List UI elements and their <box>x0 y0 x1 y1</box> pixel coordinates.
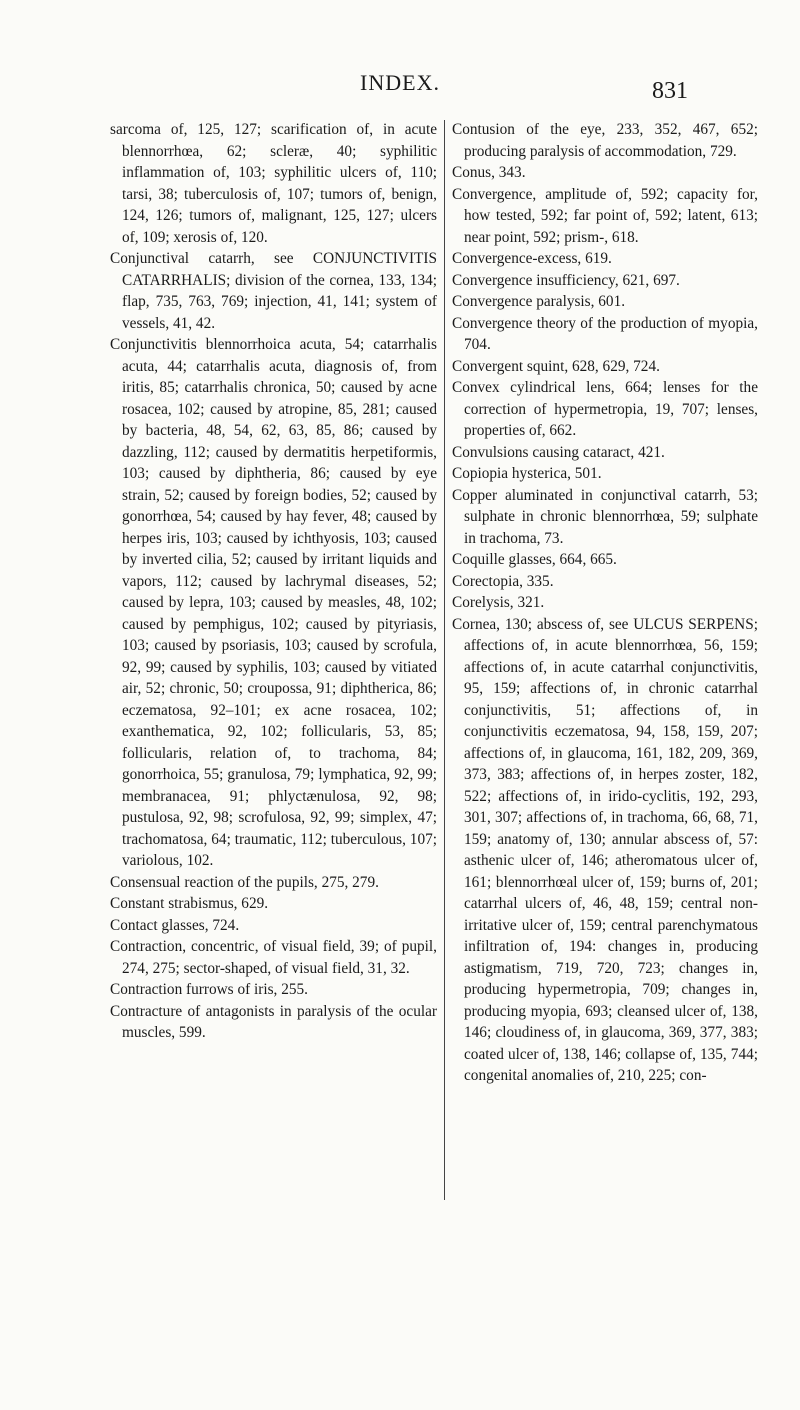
left-column <box>110 119 437 1044</box>
index-entry: Conjunctival catarrh, see CONJUNCTIVITIS CATARRHALIS; division of the cornea, 133, 134; flap, 735, 763, 769; injection, 41, 141; system of vessels, 41, 42. <box>110 250 437 332</box>
index-entry: Consensual reaction of the pupils, 275, 279. <box>110 873 379 891</box>
running-title: INDEX. <box>360 70 440 95</box>
index-entry: Contracture of antagonists in paralysis of the ocular muscles, 599. <box>110 1002 437 1041</box>
index-entry: Convergence-excess, 619. <box>452 250 612 267</box>
index-entry: Copper aluminated in conjunctival catarrh, 53; sulphate in chronic blennorrhœa, 59; sulphate in trachoma, 73. <box>452 486 758 547</box>
index-entry: Corectopia, 335. <box>452 572 554 590</box>
index-entry: Copiopia hysterica, 501. <box>452 465 602 482</box>
index-entry: sarcoma of, 125, 127; scarification of, in acute blennorrhœa, 62; scleræ, 40; syphilitic inflammation of, 103; syphilitic ulcers of, 110; tarsi, 38; tuberculosis of, 107; tumors of, benign, 124, 126; tumors of, malignant, 125, 127; ulcers of, 109; xerosis of, 120. <box>110 121 437 246</box>
index-entry: Convex cylindrical lens, 664; lenses for the correction of hypermetropia, 19, 707; lenses, properties of, 662. <box>452 379 758 439</box>
index-entry: Convergence theory of the production of myopia, 704. <box>452 314 758 353</box>
index-entry: Convergence insufficiency, 621, 697. <box>452 271 680 289</box>
index-entry: Conus, 343. <box>452 164 526 181</box>
index-entry: Convergence, amplitude of, 592; capacity for, how tested, 592; far point of, 592; latent, 613; near point, 592; prism-, 618. <box>452 185 758 246</box>
right-column <box>452 119 758 1087</box>
index-entry: Corelysis, 321. <box>452 594 545 611</box>
index-entry: Cornea, 130; abscess of, see ULCUS SERPENS; affections of, in acute blennorrhœa, 56, 159; affections of, in acute catarrhal conjunctivitis, 95, 159; affections of, in chronic catarrhal conjunctivitis, 51; affections of, in conjunctivitis eczematosa, 94, 158, 159, 207; affections of, in glaucoma, 161, 182, 209, 369, 373, 383; affections of, in herpes zoster, 182, 522; affections of, in irido-cyclitis, 192, 293, 301, 307; affections of, in trachoma, 66, 68, 71, 159; anatomy of, 130; annular abscess of, 57: asthenic ulcer of, 146; atheromatous ulcer of, 161; blennorrhœal ulcer of, 159; burns of, 201; catarrhal ulcers of, 46, 48, 159; central non-irritative ulcer of, 159; central parenchymatous infiltration of, 194: changes in, producing astigmatism, 719, 720, 723; changes in, producing hypermetropia, 709; changes in, producing myopia, 693; cleansed ulcer of, 138, 146; cloudiness of, in glaucoma, 369, 377, 383; coated ulcer of, 138, 146; collapse of, 135, 744; congenital anomalies of, 210, 225; con- <box>452 615 758 1084</box>
index-entry: Contusion of the eye, 233, 352, 467, 652; producing paralysis of accommodation, 729. <box>452 121 758 160</box>
index-entry: Conjunctivitis blennorrhoica acuta, 54; catarrhalis acuta, 44; catarrhalis acuta, diagnosis of, from iritis, 85; catarrhalis chronica, 50; caused by acne rosacea, 102; caused by atropine, 85, 281; caused by bacteria, 48, 54, 62, 63, 85, 86; caused by dazzling, 112; caused by dermatitis herpetiformis, 103; caused by diphtheria, 86; caused by eye strain, 52; caused by foreign bodies, 52; caused by gonorrhœa, 54; caused by hay fever, 48; caused by herpes iris, 103; caused by ichthyosis, 103; caused by inverted cilia, 52; caused by irritant liquids and vapors, 112; caused by lachrymal diseases, 52; caused by lepra, 103; caused by measles, 48, 102; caused by pemphigus, 102; caused by pityriasis, 103; caused by psoriasis, 103; caused by scrofula, 92, 99; caused by syphilis, 103; caused by vitiated air, 52; chronic, 50; croupossa, 91; diphtherica, 86; eczematosa, 92–101; ex acne rosacea, 102; exanthematica, 92, 102; follicularis, 53, 85; follicularis, relation of, to trachoma, 84; gonorrhoica, 55; granulosa, 79; lymphatica, 92, 99; membranacea, 91; phlyctænulosa, 92, 98; pustulosa, 92, 98; scrofulosa, 92, 99; simplex, 47; trachomatosa, 64; traumatic, 112; tuberculous, 107; variolous, 102. <box>110 336 437 869</box>
index-entry: Contraction, concentric, of visual field, 39; of pupil, 274, 275; sector-shaped, of visual field, 31, 32. <box>110 938 437 977</box>
column-divider <box>444 120 445 1200</box>
index-entry: Contact glasses, 724. <box>110 916 240 934</box>
index-entry: Coquille glasses, 664, 665. <box>452 551 617 568</box>
index-entry: Contraction furrows of iris, 255. <box>110 981 308 998</box>
index-entry: Constant strabismus, 629. <box>110 895 269 912</box>
page-header <box>0 0 800 110</box>
page-number: 831 <box>652 78 688 104</box>
index-entry: Convulsions causing cataract, 421. <box>452 443 665 461</box>
index-entry: Convergent squint, 628, 629, 724. <box>452 357 660 375</box>
index-entry: Convergence paralysis, 601. <box>452 293 626 310</box>
